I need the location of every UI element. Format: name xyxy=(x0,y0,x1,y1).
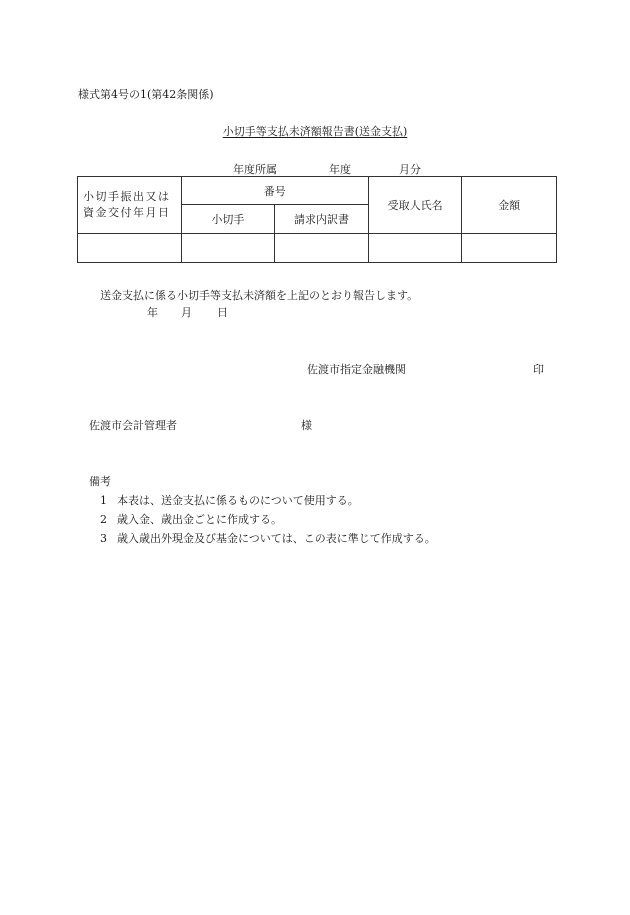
date-month: 月 xyxy=(181,306,192,319)
header-check: 小切手 xyxy=(181,205,275,233)
header-date xyxy=(78,177,182,234)
report-date xyxy=(147,304,228,320)
document-title-text: 小切手等支払未済額報告書(送金支払) xyxy=(222,125,408,138)
seal-mark: 印 xyxy=(533,363,544,376)
document-title xyxy=(0,123,630,139)
accounting-manager: 佐渡市会計管理者 xyxy=(89,419,177,432)
date-day: 日 xyxy=(217,306,228,319)
header-date-line1: 小切手振出又は xyxy=(83,189,171,203)
note-number: 2 xyxy=(100,513,107,526)
cell-payee[interactable] xyxy=(368,233,462,262)
note-number: 3 xyxy=(100,532,107,545)
report-statement: 送金支払に係る小切手等支払未済額を上記のとおり報告します。 xyxy=(100,289,419,302)
header-payee: 受取人氏名 xyxy=(368,177,462,234)
cell-invoice[interactable] xyxy=(275,233,369,262)
honorific: 様 xyxy=(301,419,312,432)
note-item xyxy=(100,511,282,527)
note-number: 1 xyxy=(100,494,107,507)
report-table xyxy=(77,176,557,263)
header-invoice: 請求内訳書 xyxy=(275,205,369,233)
date-year: 年 xyxy=(147,306,158,319)
header-number: 番号 xyxy=(181,177,368,205)
cell-date[interactable] xyxy=(78,233,182,262)
note-text: 歳入金、歳出金ごとに作成する。 xyxy=(117,513,282,526)
cell-amount[interactable] xyxy=(462,233,557,262)
note-text: 歳入歳出外現金及び基金については、この表に準じて作成する。 xyxy=(117,532,436,545)
notes-title: 備考 xyxy=(89,475,111,488)
bank-name: 佐渡市指定金融機関 xyxy=(307,363,406,376)
note-item xyxy=(100,530,436,546)
fiscal-year: 年度 xyxy=(329,163,351,176)
note-item xyxy=(100,492,359,508)
cell-check[interactable] xyxy=(181,233,275,262)
fiscal-month: 月分 xyxy=(399,163,421,176)
header-amount: 金額 xyxy=(462,177,557,234)
form-number: 様式第4号の1(第42条関係) xyxy=(78,88,214,101)
header-date-line2: 資金交付年月日 xyxy=(83,205,171,219)
fiscal-year-affiliation: 年度所属 xyxy=(233,163,277,176)
note-text: 本表は、送金支払に係るものについて使用する。 xyxy=(117,494,359,507)
